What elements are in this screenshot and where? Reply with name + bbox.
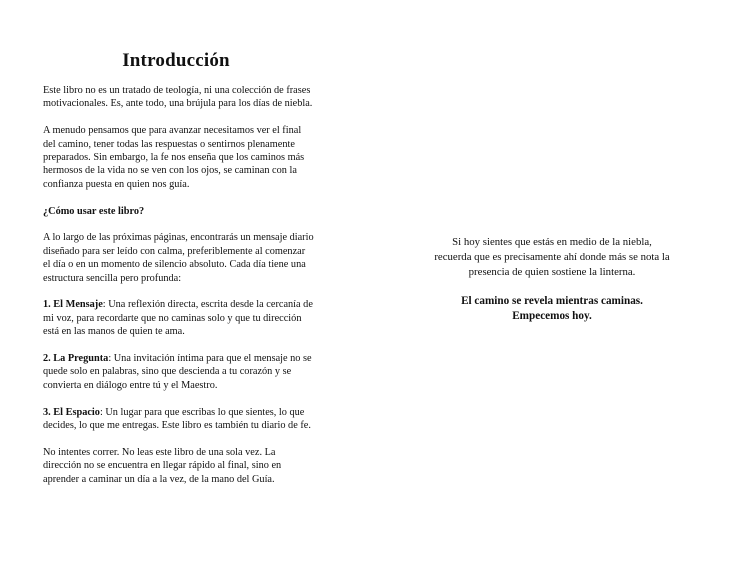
structure-item-space <box>43 406 315 433</box>
structure-item-question <box>43 352 315 392</box>
closing-text: Si hoy sientes que estás en medio de la niebla, recuerda que es precisamente ahí donde más se nota la presencia de quien sostiene la linterna. <box>434 236 670 278</box>
structure-item-message-text: : Una reflexión directa, escrita desde la cercanía de mi voz, para recordarte que no caminas solo y que tu dirección está en las manos de quien te ama. <box>43 299 313 338</box>
intro-paragraph-2: A menudo pensamos que para avanzar necesitamos ver el final del camino, tener todas las respuestas o sentirnos plenamente preparados. Sin embargo, la fe nos enseña que los caminos más hermosos de la vida no se ven con los ojos, se caminan con la confianza puesta en quien nos guía. <box>43 125 305 190</box>
intro-paragraph-4: No intentes correr. No leas este libro de una sola vez. La dirección no se encuentra en llegar rápido al final, sino en aprender a caminar un día a la vez, de la mano del Guía. <box>43 446 282 485</box>
closing-emphasis: El camino se revela mientras caminas. Empecemos hoy. <box>461 295 643 322</box>
structure-item-message-label: 1. El Mensaje <box>43 299 103 311</box>
structure-item-space-label: 3. El Espacio <box>43 406 100 418</box>
body-text <box>43 84 315 499</box>
left-page <box>0 0 364 562</box>
intro-paragraph-1: Este libro no es un tratado de teología, ni una colección de frases motivacionales. Es, ante todo, una brújula para los días de niebla. <box>43 85 313 110</box>
structure-item-question-text: : Una invitación íntima para que el mensaje no se quede solo en palabras, sino que descienda a tu corazón y se convierta en diálogo entre tú y el Maestro. <box>43 353 312 391</box>
closing-block <box>434 235 670 324</box>
structure-item-question-label: 2. La Pregunta <box>43 353 109 365</box>
section-heading: ¿Cómo usar este libro? <box>43 205 145 217</box>
right-page <box>364 0 729 562</box>
structure-item-space-text: : Un lugar para que escribas lo que sientes, lo que decides, lo que me entregas. Este libro es también tu diario de fe. <box>43 406 311 432</box>
page-title: Introducción <box>122 50 230 71</box>
structure-item-message <box>43 298 315 338</box>
intro-paragraph-3: A lo largo de las próximas páginas, encontrarás un mensaje diario diseñado para ser leído con calma, preferiblemente al comenzar el día o en un momento de silencio absoluto. Cada día tiene una estructura sencilla pero profunda: <box>43 232 314 284</box>
